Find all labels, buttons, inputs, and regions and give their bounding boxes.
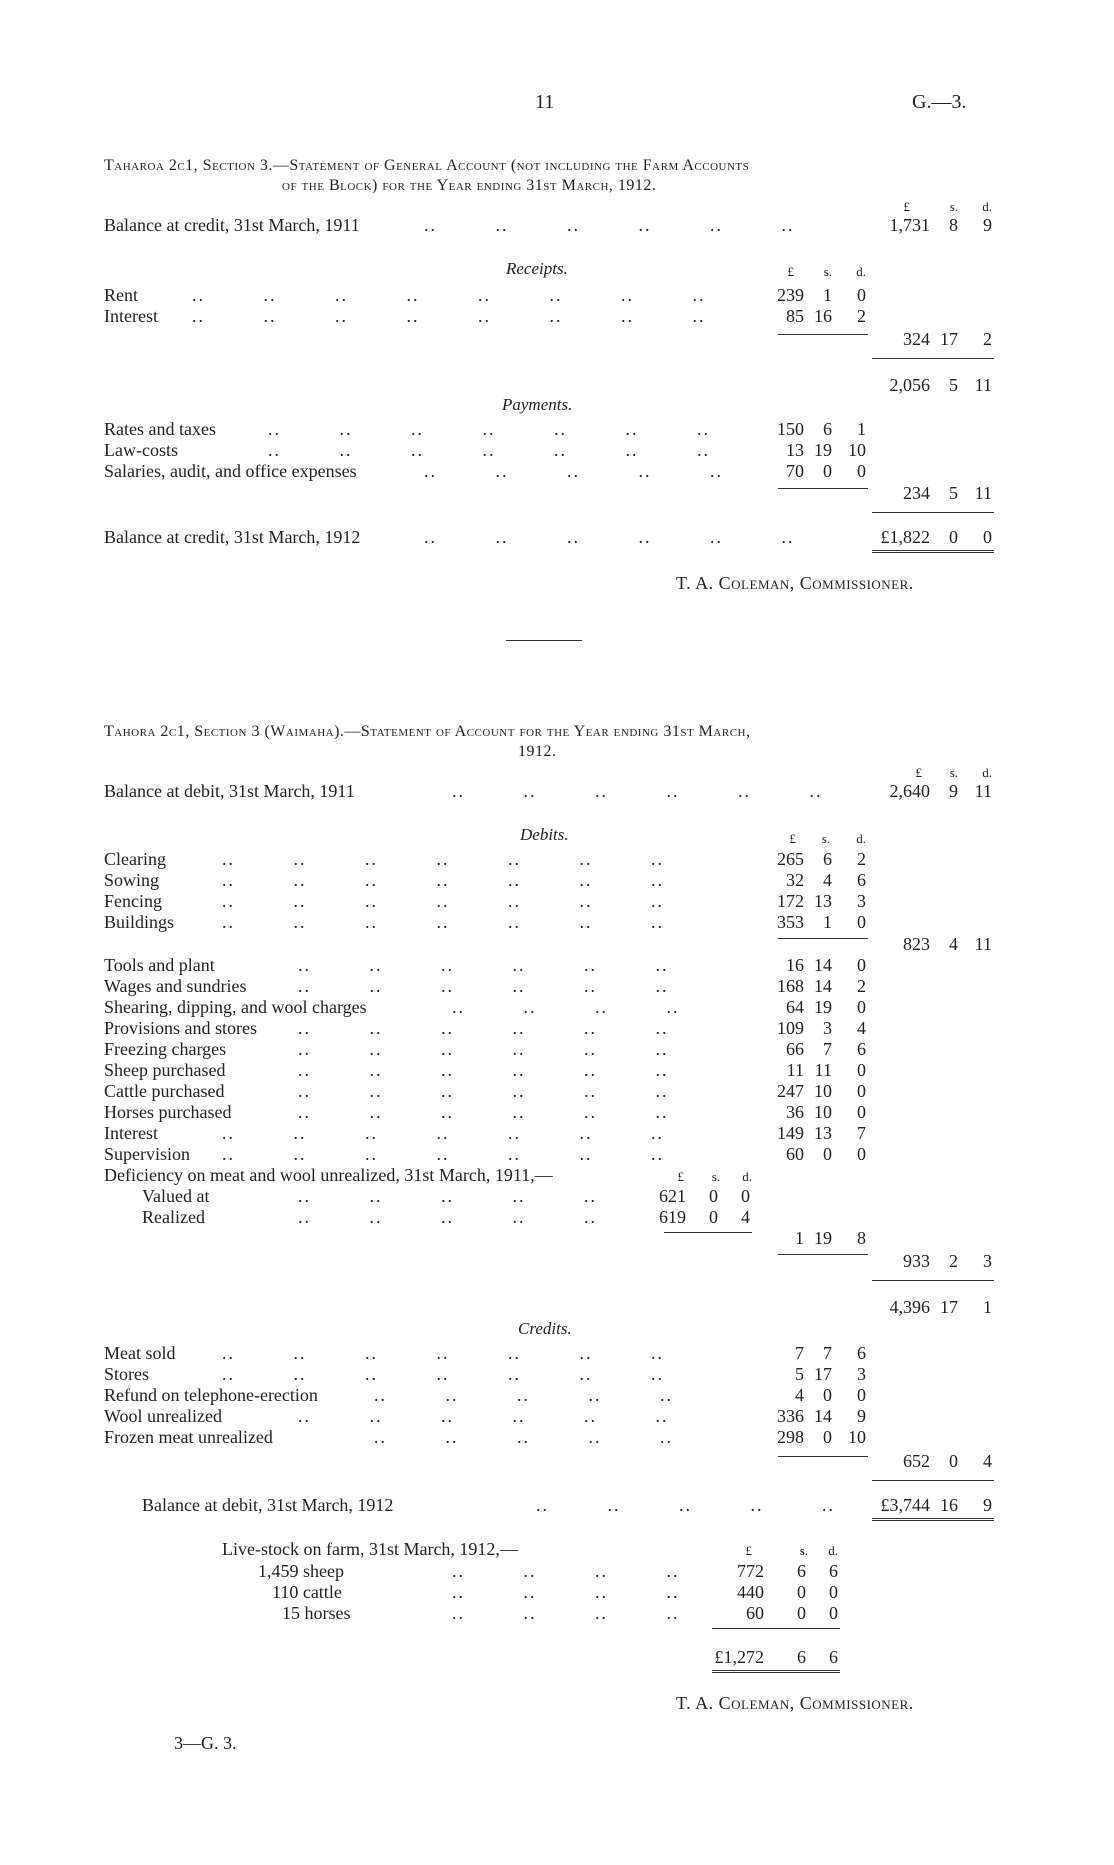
s1-closing-s: 0 xyxy=(949,527,958,547)
s1-payment-d: 1 xyxy=(857,419,866,439)
s2-deficiency-diff-s: 19 xyxy=(814,1228,832,1248)
s2-livestock-item-s: 0 xyxy=(797,1582,806,1602)
s2-group1-total-pounds: 823 xyxy=(903,934,930,954)
s2-closing-double-rule xyxy=(872,1518,994,1521)
s2-livestock-item-s: 6 xyxy=(797,1561,806,1581)
s2-debit-s: 14 xyxy=(814,955,832,975)
s2-livestock-double-rule xyxy=(712,1670,840,1673)
statement2-title-line1: Tahora 2c1, Section 3 (Waimaha).—Statement of Account for the Year ending 31st March, xyxy=(104,723,751,740)
s2-debit-d: 2 xyxy=(857,976,866,996)
s2-valued-label: Valued at xyxy=(142,1186,210,1206)
s2-debit-pounds: 149 xyxy=(777,1123,804,1143)
s2-head-s: s. xyxy=(949,765,958,780)
s2-debit-pounds: 168 xyxy=(777,976,804,996)
s2-opening-label: Balance at debit, 31st March, 1911 xyxy=(104,781,355,801)
s1-signature: T. A. Coleman, Commissioner. xyxy=(676,573,914,593)
s2-debit-pounds: 353 xyxy=(777,912,804,932)
s1-payment-s: 19 xyxy=(814,440,832,460)
s1-subtotal-pounds: 2,056 xyxy=(889,375,930,395)
s2-debit-s: 13 xyxy=(814,891,832,911)
s2-debit-s: 14 xyxy=(814,976,832,996)
s1-payments-total-s: 5 xyxy=(949,483,958,503)
s2-deficiency-label: Deficiency on meat and wool unrealized, 31st March, 1911,— xyxy=(104,1165,553,1185)
s1-receipts-heading: Receipts. xyxy=(506,259,568,278)
s1-receipt-label: Rent xyxy=(104,285,138,305)
s2-debit-d: 6 xyxy=(857,870,866,890)
s2-debit-label: Buildings xyxy=(104,912,175,932)
s2-closing-d: 9 xyxy=(983,1495,992,1515)
s2-debit-label: Shearing, dipping, and wool charges xyxy=(104,997,367,1017)
s2-head-pounds: £ xyxy=(915,765,922,780)
s2-credit-d: 0 xyxy=(857,1385,866,1405)
s2-credit-s: 7 xyxy=(823,1343,832,1363)
s2-credit-s: 0 xyxy=(823,1385,832,1405)
s1-receipt-d: 0 xyxy=(857,285,866,305)
s2-credit-s: 17 xyxy=(814,1364,832,1384)
s2-debit-label: Interest xyxy=(104,1123,158,1143)
signature-mark: 3—G. 3. xyxy=(174,1733,237,1753)
s1-payment-d: 10 xyxy=(848,440,866,460)
s2-debit-d: 3 xyxy=(857,891,866,911)
s2-credit-s: 14 xyxy=(814,1406,832,1426)
s2-debit-label: Cattle purchased xyxy=(104,1081,225,1101)
s2-credit-s: 0 xyxy=(823,1427,832,1447)
s1-payments-total-pounds: 234 xyxy=(903,483,930,503)
s2-subtotal-d: 1 xyxy=(983,1297,992,1317)
s2-group2-total-pounds: 933 xyxy=(903,1251,930,1271)
s2-group2-rule xyxy=(778,1254,868,1255)
s1-receipts-total-d: 2 xyxy=(983,329,992,349)
s2-realized-label: Realized xyxy=(142,1207,205,1227)
s2-debit-s: 3 xyxy=(823,1018,832,1038)
statement2-title-line2: 1912. xyxy=(518,743,557,760)
s2-debit-label: Supervision xyxy=(104,1144,191,1164)
s1-receipt-d: 2 xyxy=(857,306,866,326)
s2-debit-d: 4 xyxy=(857,1018,866,1038)
s2-livestock-head-s: s. xyxy=(799,1543,808,1558)
s2-deficiency-rule xyxy=(664,1232,752,1233)
s2-debit-pounds: 247 xyxy=(777,1081,804,1101)
s2-debit-label: Freezing charges xyxy=(104,1039,227,1059)
s1-payment-s: 0 xyxy=(823,461,832,481)
s2-debits-head-s: s. xyxy=(821,831,830,846)
s2-livestock-total-pounds: £1,272 xyxy=(714,1647,764,1667)
s2-debit-d: 2 xyxy=(857,849,866,869)
s2-debit-d: 0 xyxy=(857,997,866,1017)
s2-debit-label: Sowing xyxy=(104,870,160,890)
s2-credit-label: Frozen meat unrealized xyxy=(104,1427,273,1447)
s2-group1-rule xyxy=(778,938,868,939)
s2-livestock-rule xyxy=(712,1628,840,1629)
s2-debit-s: 19 xyxy=(814,997,832,1017)
s1-payment-s: 6 xyxy=(823,419,832,439)
s2-valued-d: 0 xyxy=(741,1186,750,1206)
s2-livestock-total-s: 6 xyxy=(797,1647,806,1667)
s1-head-pounds: £ xyxy=(903,199,910,214)
s2-debit-d: 0 xyxy=(857,1081,866,1101)
s2-credits-total-s: 0 xyxy=(949,1451,958,1471)
s2-debit-d: 0 xyxy=(857,1144,866,1164)
s1-payments-total-d: 11 xyxy=(974,483,992,503)
s1-opening-label: Balance at credit, 31st March, 1911 xyxy=(104,215,360,235)
s2-debit-pounds: 60 xyxy=(786,1144,804,1164)
statement1-title-line1: Taharoa 2c1, Section 3.—Statement of General Account (not including the Farm Accounts xyxy=(104,157,750,174)
s2-debit-label: Wages and sundries xyxy=(104,976,247,996)
s2-realized-pounds: 619 xyxy=(659,1207,686,1227)
s2-realized-s: 0 xyxy=(709,1207,718,1227)
s2-debit-s: 13 xyxy=(814,1123,832,1143)
s2-debit-label: Provisions and stores xyxy=(104,1018,257,1038)
s2-debit-s: 0 xyxy=(823,1144,832,1164)
s1-payment-pounds: 150 xyxy=(777,419,804,439)
s2-livestock-item-s: 0 xyxy=(797,1603,806,1623)
s1-subtotal-d: 11 xyxy=(974,375,992,395)
s2-livestock-item-label: 110 cattle xyxy=(272,1582,342,1602)
s2-livestock-item-d: 0 xyxy=(829,1603,838,1623)
s2-livestock-item-d: 6 xyxy=(829,1561,838,1581)
page-number: 11 xyxy=(535,91,555,113)
s2-credit-label: Refund on telephone-erection xyxy=(104,1385,318,1405)
s2-head-d: d. xyxy=(982,765,992,780)
s2-credit-label: Stores xyxy=(104,1364,149,1384)
s2-debit-label: Horses purchased xyxy=(104,1102,232,1122)
s2-credit-pounds: 298 xyxy=(777,1427,804,1447)
s1-payment-pounds: 70 xyxy=(786,461,804,481)
s1-receipt-pounds: 85 xyxy=(786,306,804,326)
s2-credits-rule xyxy=(778,1456,868,1457)
statement1-title-line2: of the Block) for the Year ending 31st March, 1912. xyxy=(282,177,657,194)
s2-debit-d: 6 xyxy=(857,1039,866,1059)
s2-deficiency-diff-d: 8 xyxy=(857,1228,866,1248)
s2-debits-head-d: d. xyxy=(856,831,866,846)
s2-debit-d: 7 xyxy=(857,1123,866,1143)
s2-debit-s: 7 xyxy=(823,1039,832,1059)
s2-deficiency-head-s: s. xyxy=(711,1169,720,1184)
s2-closing-pounds: £3,744 xyxy=(880,1495,930,1515)
s2-debit-d: 0 xyxy=(857,955,866,975)
s2-debit-label: Sheep purchased xyxy=(104,1060,226,1080)
s1-payment-label: Law-costs xyxy=(104,440,178,460)
s1-receipts-head-s: s. xyxy=(823,264,832,279)
s1-payments-rule xyxy=(778,488,868,489)
s1-receipt-pounds: 239 xyxy=(777,285,804,305)
s2-closing-rule xyxy=(872,1480,994,1481)
s1-head-d: d. xyxy=(982,199,992,214)
s2-livestock-item-pounds: 772 xyxy=(737,1561,764,1581)
s2-livestock-total-d: 6 xyxy=(829,1647,838,1667)
s2-credit-label: Wool unrealized xyxy=(104,1406,223,1426)
s2-valued-s: 0 xyxy=(709,1186,718,1206)
s2-debit-s: 10 xyxy=(814,1102,832,1122)
s2-credits-total-d: 4 xyxy=(983,1451,992,1471)
s1-opening-pounds: 1,731 xyxy=(889,215,930,235)
s2-group1-total-s: 4 xyxy=(949,934,958,954)
s2-credits-total-pounds: 652 xyxy=(903,1451,930,1471)
s1-receipts-head-d: d. xyxy=(856,264,866,279)
s2-livestock-item-pounds: 60 xyxy=(746,1603,764,1623)
s2-credit-label: Meat sold xyxy=(104,1343,176,1363)
s2-debit-pounds: 64 xyxy=(786,997,804,1017)
s2-debit-pounds: 172 xyxy=(777,891,804,911)
s1-subtotal-rule xyxy=(872,358,994,359)
s2-debit-label: Tools and plant xyxy=(104,955,215,975)
s1-receipts-total-s: 17 xyxy=(940,329,958,349)
s2-livestock-item-d: 0 xyxy=(829,1582,838,1602)
s2-livestock-item-label: 1,459 sheep xyxy=(258,1561,344,1581)
s1-subtotal-s: 5 xyxy=(949,375,958,395)
s1-receipts-head-pounds: £ xyxy=(787,264,794,279)
s2-subtotal-pounds: 4,396 xyxy=(889,1297,930,1317)
s1-receipt-s: 1 xyxy=(823,285,832,305)
s2-debit-pounds: 66 xyxy=(786,1039,804,1059)
s2-debits-heading: Debits. xyxy=(520,825,569,844)
section-divider xyxy=(506,640,582,641)
s2-credits-heading: Credits. xyxy=(518,1319,572,1338)
s2-deficiency-head-pounds: £ xyxy=(677,1169,684,1184)
s2-realized-d: 4 xyxy=(741,1207,750,1227)
s2-debit-pounds: 16 xyxy=(786,955,804,975)
s1-payments-heading: Payments. xyxy=(502,395,573,414)
s2-debit-pounds: 32 xyxy=(786,870,804,890)
s2-debit-pounds: 109 xyxy=(777,1018,804,1038)
s2-opening-d: 11 xyxy=(974,781,992,801)
s2-subtotal-s: 17 xyxy=(940,1297,958,1317)
s1-closing-d: 0 xyxy=(983,527,992,547)
s2-livestock-item-label: 15 horses xyxy=(282,1603,351,1623)
s2-debit-pounds: 265 xyxy=(777,849,804,869)
s2-debit-s: 11 xyxy=(814,1060,832,1080)
s2-debit-pounds: 36 xyxy=(786,1102,804,1122)
s1-payment-d: 0 xyxy=(857,461,866,481)
s1-payment-label: Rates and taxes xyxy=(104,419,216,439)
s2-debit-s: 6 xyxy=(823,849,832,869)
s2-valued-pounds: 621 xyxy=(659,1186,686,1206)
s1-receipts-rule xyxy=(778,334,868,335)
s2-debits-head-pounds: £ xyxy=(789,831,796,846)
s2-subtotal-rule xyxy=(872,1280,994,1281)
s2-debit-s: 10 xyxy=(814,1081,832,1101)
s2-livestock-head-pounds: £ xyxy=(745,1543,752,1558)
s1-closing-rule xyxy=(872,512,994,513)
s2-debit-s: 1 xyxy=(823,912,832,932)
s2-credit-d: 6 xyxy=(857,1343,866,1363)
s1-opening-d: 9 xyxy=(983,215,992,235)
s2-debit-label: Clearing xyxy=(104,849,166,869)
s1-payment-label: Salaries, audit, and office expenses xyxy=(104,461,357,481)
s2-closing-s: 16 xyxy=(940,1495,958,1515)
s1-payment-pounds: 13 xyxy=(786,440,804,460)
s2-debit-label: Fencing xyxy=(104,891,162,911)
s1-closing-pounds: £1,822 xyxy=(880,527,930,547)
s2-debit-s: 4 xyxy=(823,870,832,890)
s1-closing-double-rule xyxy=(872,550,994,553)
s2-opening-pounds: 2,640 xyxy=(889,781,930,801)
s2-livestock-heading: Live-stock on farm, 31st March, 1912,— xyxy=(222,1539,518,1559)
s1-opening-s: 8 xyxy=(949,215,958,235)
s2-credit-pounds: 5 xyxy=(795,1364,804,1384)
s1-receipts-total-pounds: 324 xyxy=(903,329,930,349)
s2-closing-label: Balance at debit, 31st March, 1912 xyxy=(142,1495,394,1515)
s2-debit-d: 0 xyxy=(857,912,866,932)
s2-deficiency-head-d: d. xyxy=(742,1169,752,1184)
document-reference: G.—3. xyxy=(912,91,967,113)
s2-credit-pounds: 4 xyxy=(795,1385,804,1405)
s2-credit-d: 3 xyxy=(857,1364,866,1384)
s2-credit-pounds: 336 xyxy=(777,1406,804,1426)
s2-credit-pounds: 7 xyxy=(795,1343,804,1363)
s2-credit-d: 9 xyxy=(857,1406,866,1426)
s1-head-s: s. xyxy=(949,199,958,214)
s2-group2-total-d: 3 xyxy=(983,1251,992,1271)
s2-debit-d: 0 xyxy=(857,1060,866,1080)
s2-group1-total-d: 11 xyxy=(974,934,992,954)
s2-livestock-item-pounds: 440 xyxy=(737,1582,764,1602)
s2-opening-s: 9 xyxy=(949,781,958,801)
s2-livestock-head-d: d. xyxy=(828,1543,838,1558)
s2-group2-total-s: 2 xyxy=(949,1251,958,1271)
s1-receipt-label: Interest xyxy=(104,306,158,326)
s1-receipt-s: 16 xyxy=(814,306,832,326)
s2-signature: T. A. Coleman, Commissioner. xyxy=(676,1693,914,1713)
s2-debit-pounds: 11 xyxy=(786,1060,804,1080)
s2-credit-d: 10 xyxy=(848,1427,866,1447)
s1-closing-label: Balance at credit, 31st March, 1912 xyxy=(104,527,361,547)
s2-debit-d: 0 xyxy=(857,1102,866,1122)
s2-deficiency-diff-pounds: 1 xyxy=(795,1228,804,1248)
